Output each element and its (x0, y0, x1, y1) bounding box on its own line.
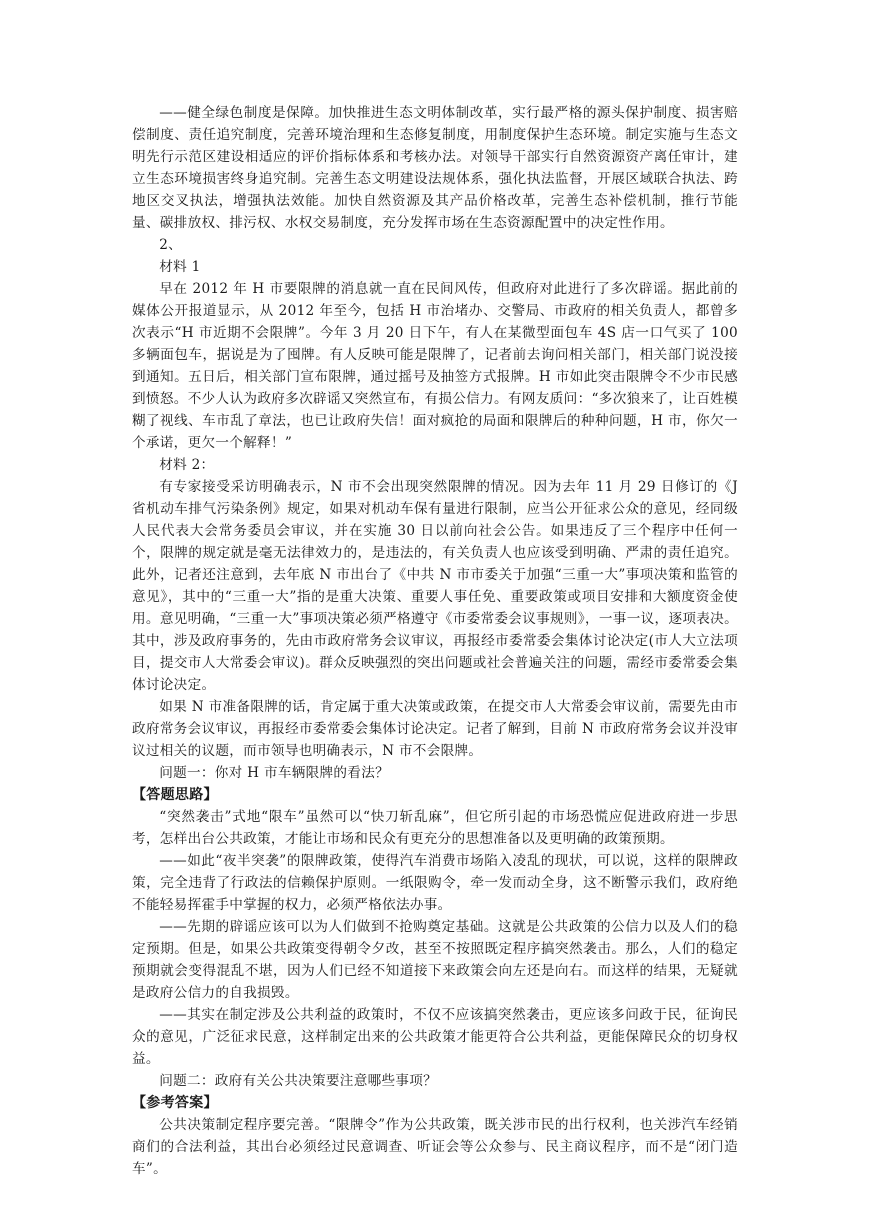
paragraph-material-2: 有专家接受采访明确表示，N 市不会出现突然限牌的情况。因为去年 11 月 29 日修订的《J 省机动车排气污染条例》规定，如果对机动车保有量进行限制，应当公开征求公众的意见，经同级人民代表大会常务委员会审议，并在实施 30 日以前向社会公告。如果违反了三个程序中任何一个，限牌的规定就是毫无法律效力的，是违法的，有关负责人也应该受到明确、严肃的责任追究。此外，记者还注意到，去年底 N 市出台了《中共 N 市市委关于加强“三重一大”事项决策和监管的意见》，其中的“三重一大”指的是重大决策、重要人事任免、重要政策或项目安排和大额度资金使用。意见明确，“三重一大”事项决策必须严格遵守《市委常委会议事规则》，一事一议，逐项表决。其中，涉及政府事务的，先由市政府常务会议审议，再报经市委常委会集体讨论决定(市人大立法项目，提交市人大常委会审议)。群众反映强烈的突出问题或社会普遍关注的问题，需经市委常委会集体讨论决定。 (132, 479, 738, 693)
material-2-label: 材料 2： (159, 457, 215, 473)
answer-approach-heading: 【答题思路】 (132, 787, 218, 803)
material-1-label: 材料 1 (159, 259, 201, 275)
question-1: 问题一：你对 H 市车辆限牌的看法？ (159, 765, 389, 781)
paragraph-answer-4: ——其实在制定涉及公共利益的政策时，不仅不应该搞突然袭击，更应该多问政于民，征询民众的意见，广泛征求民意，这样制定出来的公共政策才能更符合公共利益，更能保障民众的切身权益。 (132, 1007, 738, 1067)
paragraph-answer-2: ——如此“夜半突袭”的限牌政策，使得汽车消费市场陷入凌乱的现状，可以说，这样的限牌政策，完全违背了行政法的信赖保护原则。一纸限购令，牵一发而动全身，这不断警示我们，政府绝不能轻易挥霍手中掌握的权力，必须严格依法办事。 (132, 853, 738, 913)
paragraph-material-1: 早在 2012 年 H 市要限牌的消息就一直在民间风传，但政府对此进行了多次辟谣。据此前的媒体公开报道显示，从 2012 年至今，包括 H 市治堵办、交警局、市政府的相关负责人，都曾多次表示“H 市近期不会限牌”。今年 3 月 20 日下午，有人在某微型面包车 4S 店一口气买了 100 多辆面包车，据说是为了囤牌。有人反映可能是限牌了，记者前去询问相关部门，相关部门说没接到通知。五日后，相关部门宣布限牌，通过摇号及抽签方式报牌。H 市如此突击限牌令不少市民感到愤怒。不少人认为政府多次辟谣又突然宣布，有损公信力。有网友质问：“多次狼来了，让百姓模糊了视线、车市乱了章法，也已让政府失信！面对疯抢的局面和限牌后的种种问题，H 市，你欠一个承诺，更欠一个解释！” (132, 281, 738, 451)
paragraph-reference-answer: 公共决策制定程序要完善。“限牌令”作为公共政策，既关涉市民的出行权利，也关涉汽车经销商们的合法利益，其出台必须经过民意调查、听证会等公众参与、民主商议程序，而不是“闭门造车”。 (132, 1117, 738, 1177)
question-2: 问题二：政府有关公共决策要注意哪些事项？ (159, 1073, 438, 1089)
paragraph-green-system: ——健全绿色制度是保障。加快推进生态文明体制改革，实行最严格的源头保护制度、损害赔偿制度、责任追究制度，完善环境治理和生态修复制度，用制度保护生态环境。制定实施与生态文明先行示范区建设相适应的评价指标体系和考核办法。对领导干部实行自然资源资产离任审计，建立生态环境损害终身追究制。完善生态文明建设法规体系，强化执法监督，开展区域联合执法、跨地区交叉执法，增强执法效能。加快自然资源及其产品价格改革，完善生态补偿机制，推行节能量、碳排放权、排污权、水权交易制度，充分发挥市场在生态资源配置中的决定性作用。 (132, 105, 738, 231)
paragraph-answer-3: ——先期的辟谣应该可以为人们做到不抢购奠定基础。这就是公共政策的公信力以及人们的稳定预期。但是，如果公共政策变得朝令夕改，甚至不按照既定程序搞突然袭击。那么，人们的稳定预期就会变得混乱不堪，因为人们已经不知道接下来政策会向左还是向右。而这样的结果，无疑就是政府公信力的自我损毁。 (132, 919, 738, 1001)
reference-answer-heading: 【参考答案】 (132, 1095, 218, 1111)
paragraph-n-city: 如果 N 市准备限牌的话，肯定属于重大决策或政策，在提交市人大常委会审议前，需要先由市政府常务会议审议，再报经市委常委会集体讨论决定。记者了解到，目前 N 市政府常务会议并没审议过相关的议题，而市领导也明确表示，N 市不会限牌。 (132, 699, 738, 759)
section-number: 2、 (159, 237, 183, 253)
paragraph-answer-1: “突然袭击”式地“限车”虽然可以“快刀斩乱麻”，但它所引起的市场恐慌应促进政府进一步思考，怎样出台公共政策，才能让市场和民众有更充分的思想准备以及更明确的政策预期。 (132, 809, 738, 847)
document-page (132, 102, 738, 1180)
